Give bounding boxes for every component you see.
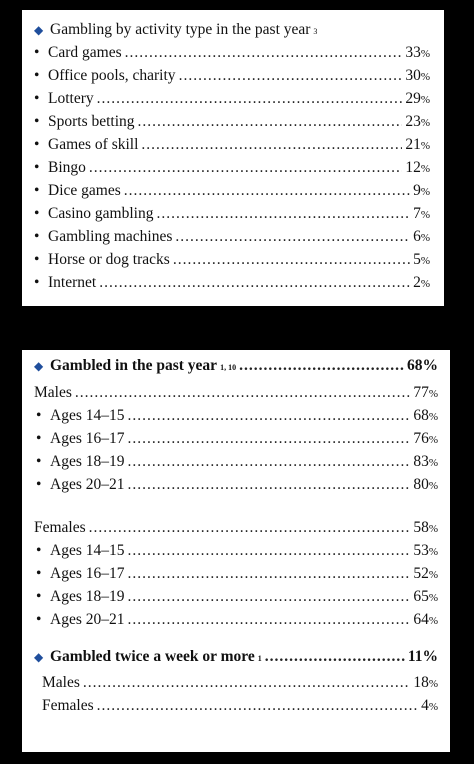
dot-leader — [173, 248, 410, 271]
activity-item — [34, 202, 430, 225]
diamond-bullet-icon: ◆ — [34, 23, 44, 37]
bullet-icon: • — [34, 274, 40, 291]
females-age-item — [34, 539, 438, 562]
twice-weekly-females-row — [34, 694, 438, 717]
activity-item-value: 29% — [405, 90, 430, 107]
females-label: Females — [34, 519, 86, 536]
males-age-item — [34, 427, 438, 450]
dot-leader — [175, 225, 410, 248]
activity-item-label: Casino gambling — [48, 205, 154, 222]
twice-weekly-males-value: 18% — [413, 674, 438, 691]
activity-item-value: 33% — [405, 44, 430, 61]
twice-weekly-males-row — [34, 671, 438, 694]
bullet-icon: • — [36, 542, 42, 559]
dot-leader — [265, 645, 405, 668]
bullet-icon: • — [36, 430, 42, 447]
dot-leader — [124, 179, 410, 202]
dot-leader — [127, 539, 410, 562]
females-age-item — [34, 608, 438, 631]
bullet-icon: • — [36, 588, 42, 605]
dot-leader — [127, 450, 410, 473]
activity-item — [34, 87, 430, 110]
bullet-icon: • — [36, 453, 42, 470]
bullet-icon: • — [34, 113, 40, 130]
dot-leader — [127, 562, 410, 585]
bullet-icon: • — [34, 182, 40, 199]
activity-item-value: 2% — [413, 274, 430, 291]
bullet-icon: • — [34, 159, 40, 176]
bullet-icon: • — [34, 228, 40, 245]
males-label: Males — [34, 384, 72, 401]
dot-leader — [239, 354, 404, 377]
dot-leader — [99, 271, 410, 294]
males-value: 77% — [413, 384, 438, 401]
dot-leader — [156, 202, 410, 225]
males-age-item-label: Ages 14–15 — [50, 407, 125, 424]
females-value: 58% — [413, 519, 438, 536]
diamond-bullet-icon: ◆ — [34, 650, 44, 664]
females-age-item-value: 64% — [413, 611, 438, 628]
activity-item-value: 5% — [413, 251, 430, 268]
females-age-item-label: Ages 18–19 — [50, 588, 125, 605]
activity-item-label: Bingo — [48, 159, 86, 176]
past-year-heading-ref: 1, 10 — [220, 363, 237, 372]
bullet-icon: • — [36, 565, 42, 582]
twice-weekly-label: Gambled twice a week or more — [50, 648, 255, 665]
past-year-heading-label: Gambled in the past year — [50, 357, 218, 374]
bullet-icon: • — [36, 407, 42, 424]
activity-item-label: Dice games — [48, 182, 121, 199]
females-age-item — [34, 562, 438, 585]
males-age-item-label: Ages 20–21 — [50, 476, 125, 493]
activity-heading-ref: 3 — [313, 27, 318, 36]
twice-weekly-heading — [34, 645, 438, 668]
males-age-item-value: 83% — [413, 453, 438, 470]
dot-leader — [89, 516, 411, 539]
activity-item — [34, 156, 430, 179]
females-age-list — [34, 539, 438, 631]
males-age-item-value: 68% — [413, 407, 438, 424]
females-age-item-label: Ages 20–21 — [50, 611, 125, 628]
activity-item-label: Lottery — [48, 90, 94, 107]
dot-leader — [89, 156, 402, 179]
dot-leader — [127, 473, 410, 496]
activity-item-label: Gambling machines — [48, 228, 173, 245]
bullet-icon: • — [34, 67, 40, 84]
bullet-icon: • — [34, 136, 40, 153]
past-year-heading-value: 68% — [407, 357, 438, 374]
past-year-heading — [34, 354, 438, 377]
dot-leader — [127, 585, 410, 608]
twice-weekly-females-value: 4% — [421, 697, 438, 714]
twice-weekly-ref: 1 — [257, 654, 262, 663]
dot-leader — [179, 64, 403, 87]
dot-leader — [127, 427, 410, 450]
bullet-icon: • — [34, 205, 40, 222]
dot-leader — [141, 133, 402, 156]
activity-item — [34, 41, 430, 64]
activity-item — [34, 225, 430, 248]
activity-item-value: 23% — [405, 113, 430, 130]
males-age-item — [34, 473, 438, 496]
activity-item-value: 30% — [405, 67, 430, 84]
dot-leader — [138, 110, 403, 133]
dot-leader — [97, 87, 403, 110]
dot-leader — [125, 41, 403, 64]
males-row — [34, 381, 438, 404]
activity-item-label: Horse or dog tracks — [48, 251, 170, 268]
past-year-panel — [22, 350, 450, 752]
dot-leader — [75, 381, 410, 404]
females-age-item-value: 53% — [413, 542, 438, 559]
males-age-item — [34, 404, 438, 427]
twice-weekly-males-label: Males — [42, 674, 80, 691]
activity-item-label: Games of skill — [48, 136, 139, 153]
bullet-icon: • — [34, 90, 40, 107]
activity-item — [34, 64, 430, 87]
bullet-icon: • — [36, 611, 42, 628]
males-age-item-value: 76% — [413, 430, 438, 447]
bullet-icon: • — [34, 251, 40, 268]
bullet-icon: • — [34, 44, 40, 61]
activity-item-label: Internet — [48, 274, 97, 291]
dot-leader — [127, 608, 410, 631]
activity-item — [34, 248, 430, 271]
activity-list — [34, 41, 430, 294]
males-age-item-label: Ages 18–19 — [50, 453, 125, 470]
activity-item — [34, 271, 430, 294]
activity-item-label: Card games — [48, 44, 122, 61]
dot-leader — [127, 404, 410, 427]
diamond-bullet-icon: ◆ — [34, 359, 44, 373]
activity-item-value: 7% — [413, 205, 430, 222]
activity-item — [34, 179, 430, 202]
bullet-icon: • — [36, 476, 42, 493]
activity-item-label: Sports betting — [48, 113, 135, 130]
females-age-item-value: 65% — [413, 588, 438, 605]
activity-type-panel — [22, 10, 444, 306]
females-age-item-label: Ages 14–15 — [50, 542, 125, 559]
activity-item — [34, 133, 430, 156]
activity-item-value: 9% — [413, 182, 430, 199]
males-age-list — [34, 404, 438, 496]
females-row — [34, 516, 438, 539]
dot-leader — [97, 694, 418, 717]
activity-item-value: 12% — [405, 159, 430, 176]
activity-item-value: 21% — [405, 136, 430, 153]
twice-weekly-value: 11% — [407, 648, 438, 665]
activity-item-label: Office pools, charity — [48, 67, 176, 84]
activity-heading-title: Gambling by activity type in the past year — [50, 21, 311, 38]
males-age-item — [34, 450, 438, 473]
activity-heading — [34, 18, 430, 41]
males-age-item-value: 80% — [413, 476, 438, 493]
activity-item-value: 6% — [413, 228, 430, 245]
dot-leader — [83, 671, 410, 694]
females-age-item-label: Ages 16–17 — [50, 565, 125, 582]
activity-item — [34, 110, 430, 133]
twice-weekly-females-label: Females — [42, 697, 94, 714]
males-age-item-label: Ages 16–17 — [50, 430, 125, 447]
females-age-item — [34, 585, 438, 608]
females-age-item-value: 52% — [413, 565, 438, 582]
